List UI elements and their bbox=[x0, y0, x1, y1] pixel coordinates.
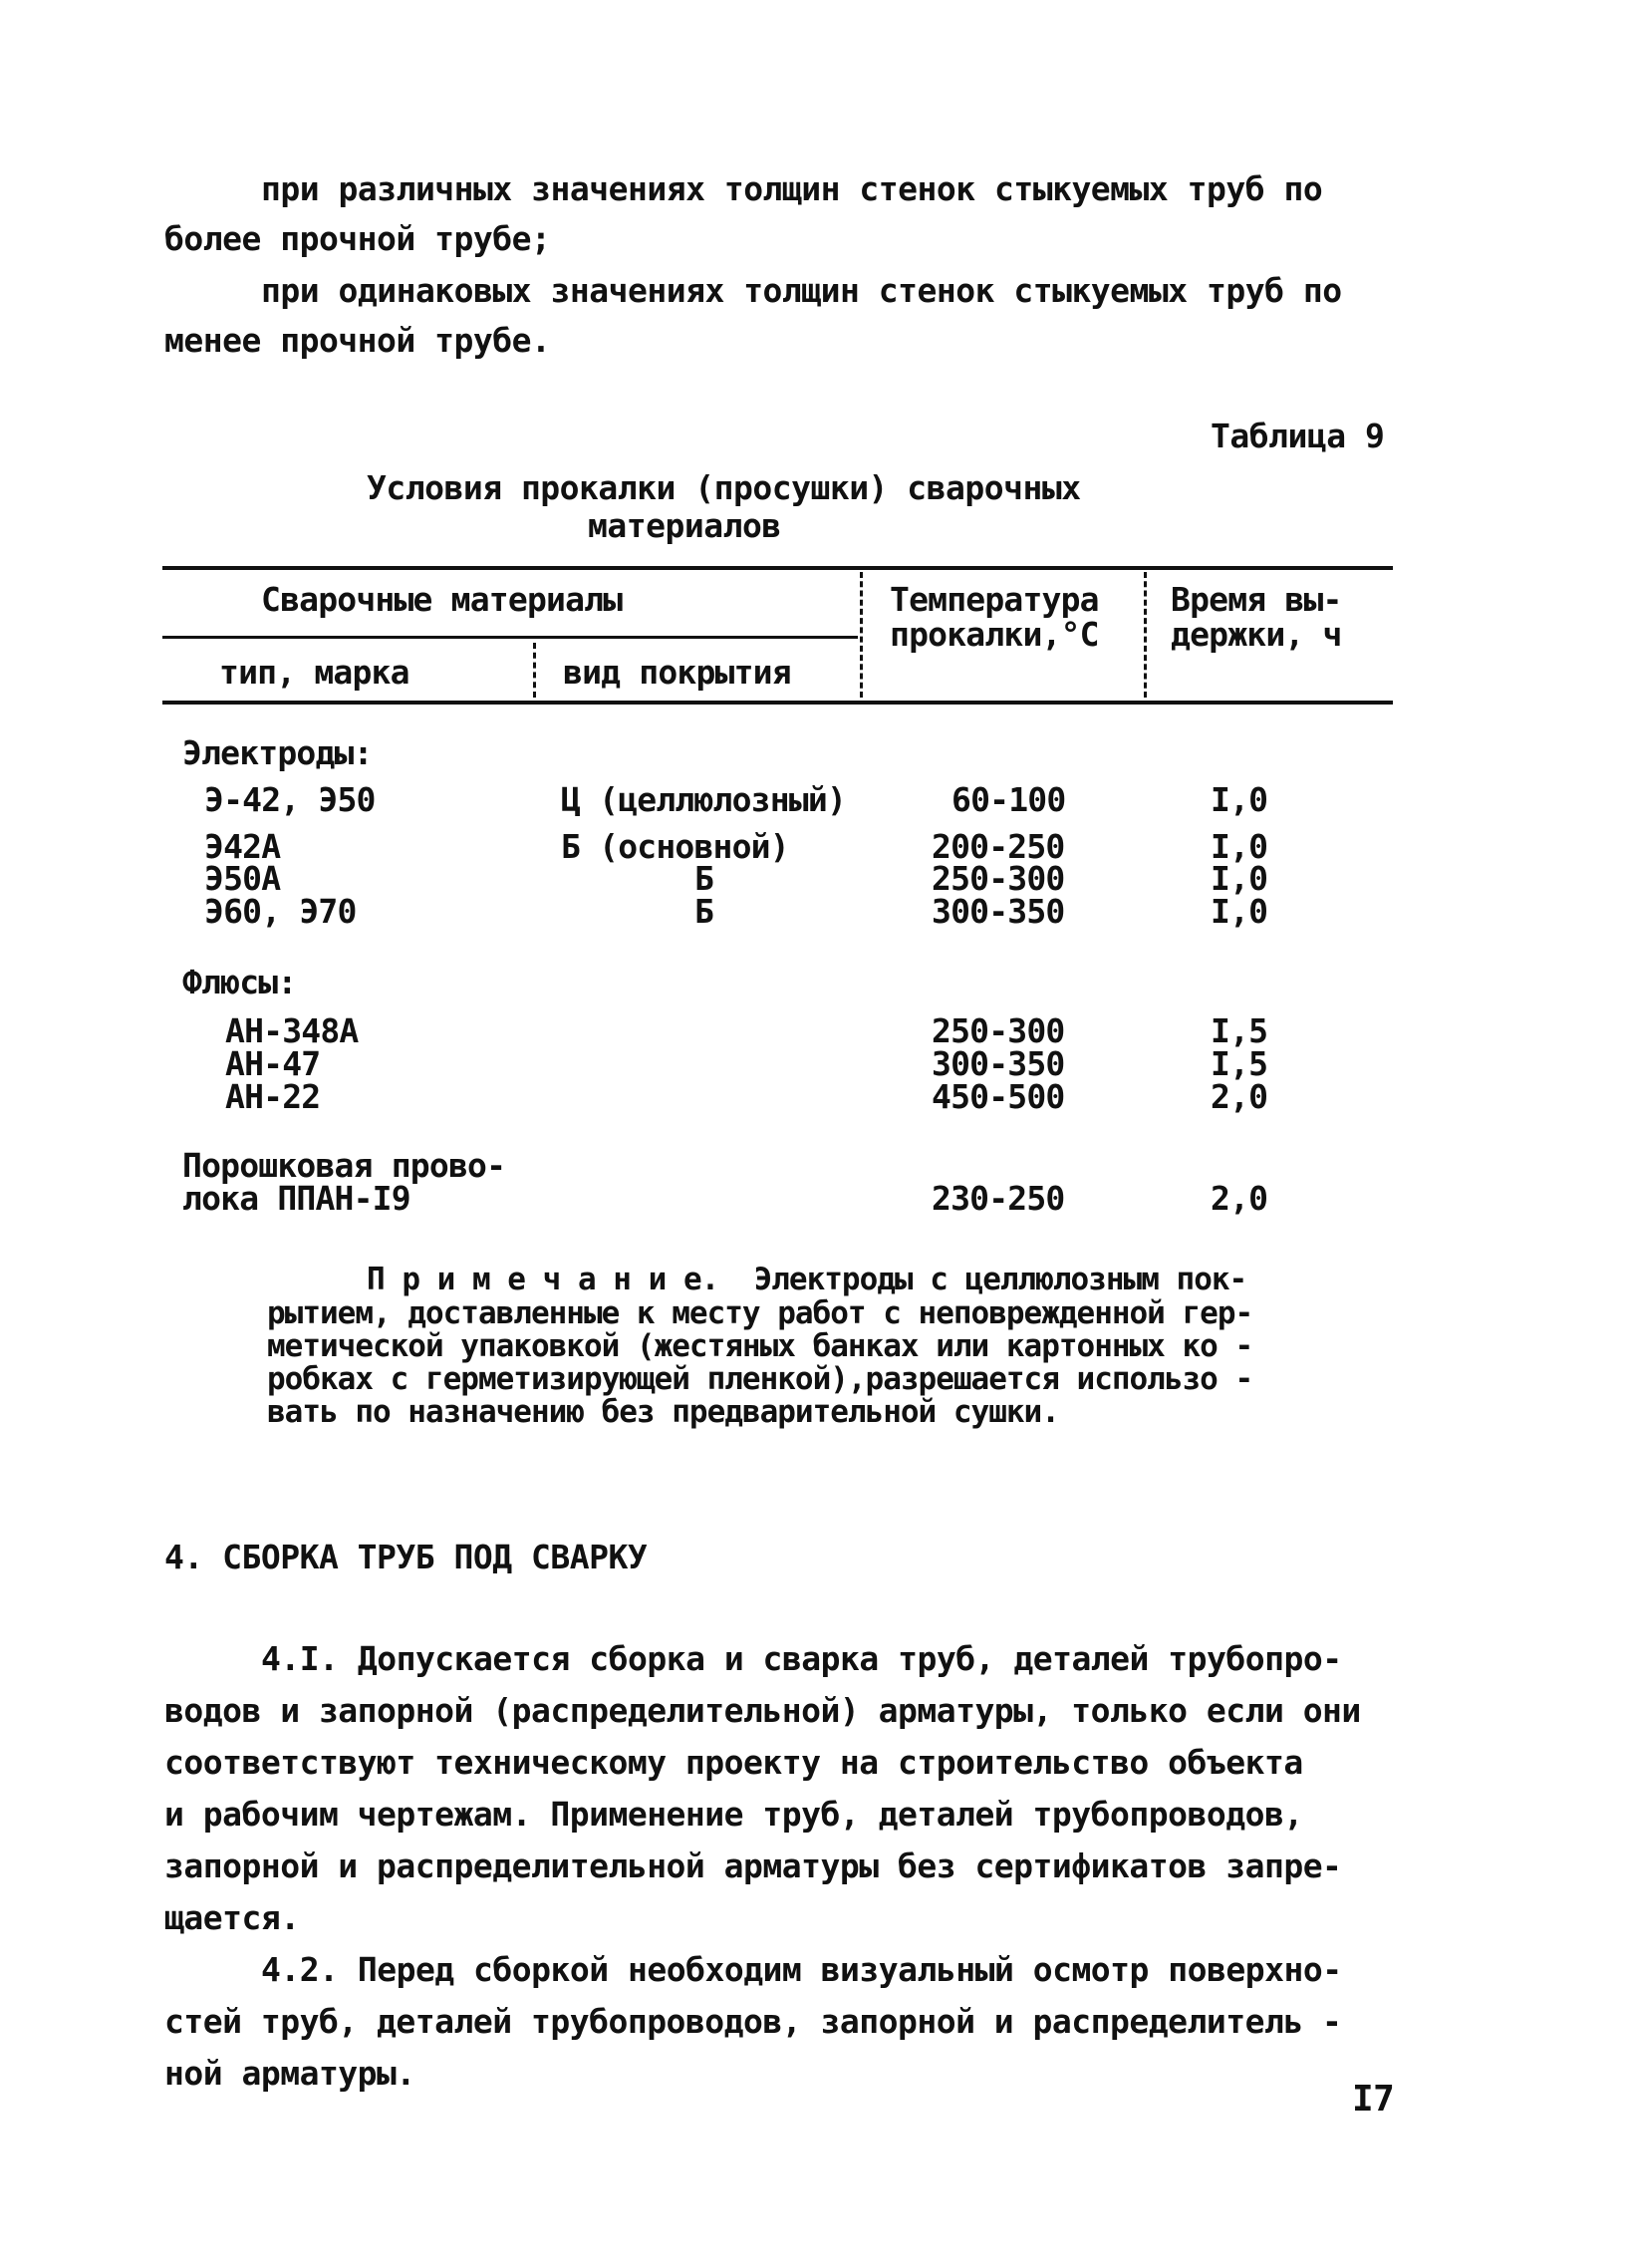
section-line-1: 4.I. Допускается сборка и сварка труб, деталей трубопро- bbox=[261, 1639, 1342, 1678]
header-temp-line-1: Температура bbox=[890, 580, 1099, 619]
section-line-7: 4.2. Перед сборкой необходим визуальный осмотр поверхно- bbox=[261, 1950, 1342, 1989]
table-cell-type: АН-22 bbox=[225, 1077, 321, 1116]
note-line-4: робках с герметизирующей пленкой),разрешается использо - bbox=[267, 1361, 1253, 1397]
header-time-line-1: Время вы- bbox=[1171, 580, 1342, 619]
table-col-divider-3 bbox=[1144, 572, 1147, 698]
table-col-divider-1 bbox=[533, 643, 536, 698]
table-cell-time: 2,0 bbox=[1211, 1077, 1268, 1116]
table-cell-type: Э42А bbox=[204, 827, 281, 866]
header-temp-line-2: прокалки,°С bbox=[890, 615, 1099, 654]
table-cell-temp: 300-350 bbox=[932, 892, 1065, 931]
table-header-bottom-rule bbox=[162, 701, 1393, 705]
table-cell-temp: 230-250 bbox=[932, 1179, 1065, 1218]
section-line-5: запорной и распределительной арматуры без сертификатов запре- bbox=[164, 1846, 1342, 1885]
note-line-5: вать по назначению без предварительной сушки. bbox=[267, 1394, 1059, 1430]
header-coating: вид покрытия bbox=[563, 653, 791, 692]
table-cell-time: I,0 bbox=[1211, 780, 1268, 819]
table-group-rule bbox=[162, 636, 858, 639]
table-cell-time: I,0 bbox=[1211, 859, 1268, 898]
table-cell-time: I,5 bbox=[1211, 1011, 1268, 1050]
group-title-fluxes: Флюсы: bbox=[182, 963, 297, 1001]
note-line-1: П р и м е ч а н и е. Электроды с целлюлозным пок- bbox=[367, 1262, 1247, 1297]
table-cell-time: I,5 bbox=[1211, 1044, 1268, 1083]
table-cell-temp: 450-500 bbox=[932, 1077, 1065, 1116]
table-cell-time: I,0 bbox=[1211, 827, 1268, 866]
table-cell-temp: 250-300 bbox=[932, 859, 1065, 898]
note-line-2: рытием, доставленные к месту работ с неповрежденной гер- bbox=[267, 1295, 1253, 1331]
intro-line-4: менее прочной трубе. bbox=[164, 321, 551, 360]
section-heading: 4. СБОРКА ТРУБ ПОД СВАРКУ bbox=[164, 1538, 648, 1576]
group-title-wire-line-1: Порошковая прово- bbox=[182, 1146, 506, 1185]
section-line-2: водов и запорной (распределительной) арматуры, только если они bbox=[164, 1691, 1361, 1730]
note-line-3: метической упаковкой (жестяных банках или картонных ко - bbox=[267, 1328, 1253, 1364]
table-cell-type: АН-348А bbox=[225, 1011, 359, 1050]
table-cell-temp: 300-350 bbox=[932, 1044, 1065, 1083]
table-caption-line-2: материалов bbox=[588, 506, 781, 545]
table-cell-type: Э60, Э70 bbox=[204, 892, 357, 931]
table-col-divider-2 bbox=[860, 572, 863, 698]
intro-line-2: более прочной трубе; bbox=[164, 219, 551, 258]
table-caption-line-1: Условия прокалки (просушки) сварочных bbox=[367, 468, 1081, 507]
table-cell-type: Э50А bbox=[204, 859, 281, 898]
section-line-9: ной арматуры. bbox=[164, 2054, 415, 2093]
table-cell-temp: 200-250 bbox=[932, 827, 1065, 866]
table-cell-time: 2,0 bbox=[1211, 1179, 1268, 1218]
group-title-electrodes: Электроды: bbox=[182, 733, 373, 772]
section-line-4: и рабочим чертежам. Применение труб, деталей трубопроводов, bbox=[164, 1795, 1303, 1834]
section-line-3: соответствуют техническому проекту на строительство объекта bbox=[164, 1743, 1303, 1782]
table-cell-type: АН-47 bbox=[225, 1044, 321, 1083]
table-cell-temp: 250-300 bbox=[932, 1011, 1065, 1050]
table-cell-temp: 60-100 bbox=[951, 780, 1066, 819]
group-title-wire-line-2: лока ППАН-I9 bbox=[182, 1179, 410, 1218]
table-cell-type: Э-42, Э50 bbox=[204, 780, 376, 819]
table-label: Таблица 9 bbox=[1211, 417, 1385, 455]
table-top-rule bbox=[162, 566, 1393, 570]
intro-line-1: при различных значениях толщин стенок стыкуемых труб по bbox=[261, 169, 1323, 208]
section-line-8: стей труб, деталей трубопроводов, запорной и распределитель - bbox=[164, 2002, 1342, 2041]
header-time-line-2: держки, ч bbox=[1171, 615, 1342, 654]
table-cell-coating: Б (основной) bbox=[561, 827, 789, 866]
table-cell-time: I,0 bbox=[1211, 892, 1268, 931]
intro-line-3: при одинаковых значениях толщин стенок стыкуемых труб по bbox=[261, 271, 1342, 310]
section-line-6: щается. bbox=[164, 1898, 300, 1937]
header-welding-materials: Сварочные материалы bbox=[261, 580, 623, 619]
page-number: I7 bbox=[1352, 2079, 1395, 2120]
table-cell-coating: Б bbox=[694, 892, 714, 931]
header-type-grade: тип, марка bbox=[219, 653, 409, 692]
table-cell-coating: Б bbox=[694, 859, 714, 898]
table-cell-coating: Ц (целлюлозный) bbox=[561, 780, 847, 819]
